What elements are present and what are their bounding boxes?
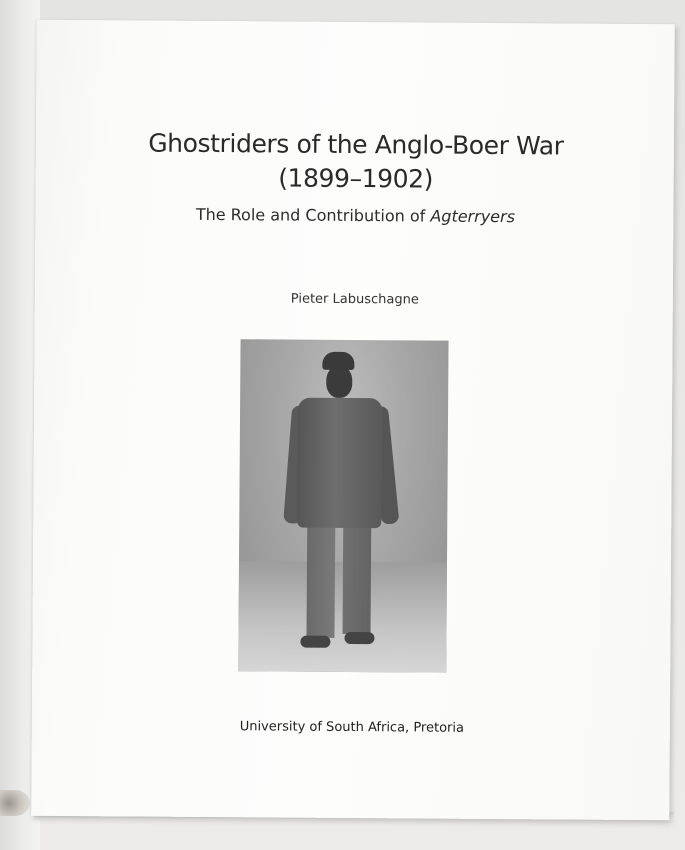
title-page	[31, 20, 675, 820]
portrait-photo	[238, 339, 448, 672]
publisher-line: University of South Africa, Pretoria	[239, 719, 465, 736]
book-title	[76, 126, 636, 198]
title-line-1: Ghostriders of the Anglo-Boer War	[148, 128, 564, 161]
figure-leg-left	[306, 526, 335, 638]
figure-head	[326, 366, 352, 398]
figure-shoe-right	[344, 632, 374, 644]
subtitle-italic: Agterryers	[430, 206, 516, 227]
figure-leg-right	[343, 526, 372, 634]
spine-curl	[0, 790, 30, 816]
book-subtitle	[75, 204, 635, 227]
figure-shoe-left	[300, 636, 330, 648]
figure-coat	[297, 398, 382, 529]
title-line-2: (1899–1902)	[278, 163, 434, 194]
subtitle-text: The Role and Contribution of	[195, 204, 431, 226]
author-name: Pieter Labuschagne	[290, 291, 419, 308]
figure-hat	[322, 352, 354, 370]
